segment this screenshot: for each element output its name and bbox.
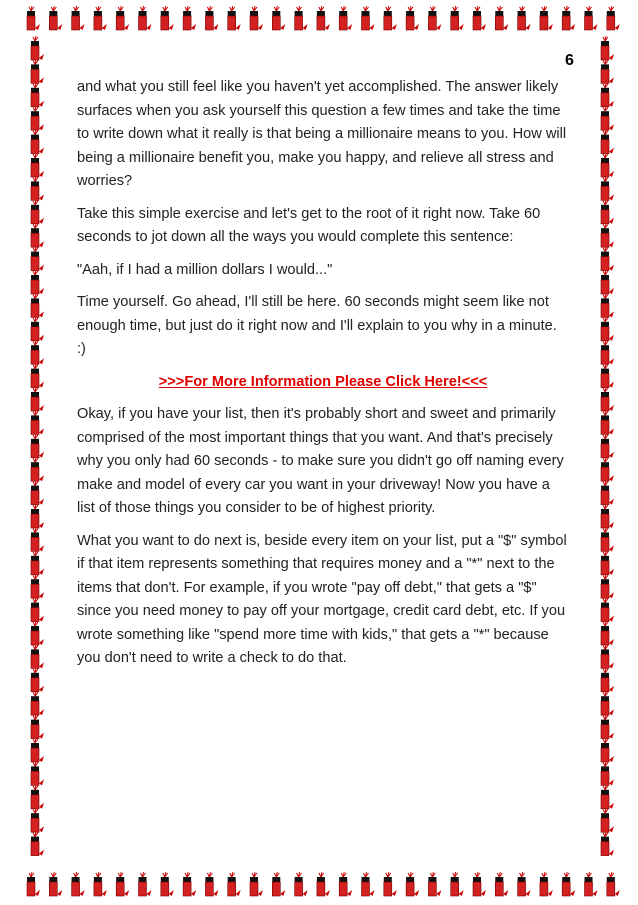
red-firecracker-icon — [601, 106, 614, 130]
red-firecracker-icon — [31, 761, 44, 785]
red-firecracker-icon — [601, 738, 614, 762]
paragraph-1: and what you still feel like you haven't yet accomplished. The answer likely surfaces when you ask yourself this question a few times and take the time to write down what it really is that being a millionaire means to you. How will being a millionaire benefit you, make you happy, and relieve all stress and worries? — [77, 79, 567, 189]
red-firecracker-icon — [428, 872, 441, 896]
red-firecracker-icon — [451, 6, 464, 30]
red-firecracker-icon — [601, 364, 614, 388]
red-firecracker-icon — [601, 644, 614, 668]
red-firecracker-icon — [339, 6, 352, 30]
red-firecracker-icon — [607, 6, 620, 30]
red-firecracker-icon — [601, 551, 614, 575]
red-firecracker-icon — [601, 715, 614, 739]
red-firecracker-icon — [362, 872, 375, 896]
red-firecracker-icon — [601, 481, 614, 505]
red-firecracker-icon — [495, 872, 508, 896]
red-firecracker-icon — [601, 832, 614, 856]
red-firecracker-icon — [317, 872, 330, 896]
red-firecracker-icon — [31, 106, 44, 130]
red-firecracker-icon — [601, 598, 614, 622]
red-firecracker-icon — [384, 872, 397, 896]
red-firecracker-icon — [562, 6, 575, 30]
red-firecracker-icon — [72, 872, 85, 896]
red-firecracker-icon — [250, 872, 263, 896]
red-firecracker-icon — [601, 200, 614, 224]
red-firecracker-icon — [362, 6, 375, 30]
red-firecracker-icon — [27, 6, 40, 30]
red-firecracker-icon — [31, 83, 44, 107]
page-number: 6 — [565, 52, 574, 69]
red-firecracker-icon — [31, 691, 44, 715]
red-firecracker-icon — [31, 59, 44, 83]
paragraph-6: What you want to do next is, beside every item on your list, put a "$" symbol if that item represents something that requires money and a "*" next to the items that don't. For example, if you wrote "pay off debt," that gets a "$" since you need money to pay off your mortgage, credit card debt, etc. If you wrote something like "spend more time with kids," that gets a "*" because you don't need to write a check to do that. — [77, 532, 567, 666]
red-firecracker-icon — [205, 872, 218, 896]
red-firecracker-icon — [601, 176, 614, 200]
red-firecracker-icon — [495, 6, 508, 30]
red-firecracker-icon — [601, 668, 614, 692]
red-firecracker-icon — [601, 340, 614, 364]
paragraph-2: Take this simple exercise and let's get to the root of it right now. Take 60 seconds to jot down all the ways you would complete this sentence: — [77, 205, 541, 245]
red-firecracker-icon — [295, 872, 308, 896]
red-firecracker-icon — [31, 317, 44, 341]
red-firecracker-icon — [94, 872, 107, 896]
red-firecracker-icon — [601, 247, 614, 271]
red-firecracker-icon — [601, 434, 614, 458]
red-firecracker-icon — [601, 691, 614, 715]
red-firecracker-icon — [406, 6, 419, 30]
border-right — [588, 34, 622, 866]
red-firecracker-icon — [473, 6, 486, 30]
red-firecracker-icon — [31, 176, 44, 200]
border-top — [0, 0, 638, 34]
link-line — [77, 371, 569, 395]
red-firecracker-icon — [601, 527, 614, 551]
red-firecracker-icon — [49, 6, 62, 30]
red-firecracker-icon — [31, 504, 44, 528]
red-firecracker-icon — [317, 6, 330, 30]
red-firecracker-icon — [161, 6, 174, 30]
red-firecracker-icon — [562, 872, 575, 896]
red-firecracker-icon — [31, 598, 44, 622]
paragraph-4: Time yourself. Go ahead, I'll still be here. 60 seconds might seem like not enough time, but just do it right now and I'll explain to you why in a minute. :) — [77, 294, 557, 357]
red-firecracker-icon — [601, 785, 614, 809]
red-firecracker-icon — [473, 872, 486, 896]
red-firecracker-icon — [31, 832, 44, 856]
red-firecracker-icon — [406, 872, 419, 896]
red-firecracker-icon — [585, 872, 598, 896]
red-firecracker-icon — [601, 270, 614, 294]
red-firecracker-icon — [183, 872, 196, 896]
red-firecracker-icon — [601, 130, 614, 154]
red-firecracker-icon — [183, 6, 196, 30]
red-firecracker-icon — [31, 340, 44, 364]
red-firecracker-icon — [228, 6, 241, 30]
red-firecracker-icon — [540, 872, 553, 896]
paragraph-3: "Aah, if I had a million dollars I would..." — [77, 261, 333, 278]
red-firecracker-icon — [31, 668, 44, 692]
red-firecracker-icon — [31, 715, 44, 739]
red-firecracker-icon — [601, 504, 614, 528]
red-firecracker-icon — [601, 574, 614, 598]
red-firecracker-icon — [31, 551, 44, 575]
red-firecracker-icon — [601, 317, 614, 341]
red-firecracker-icon — [31, 247, 44, 271]
red-firecracker-icon — [585, 6, 598, 30]
document-body — [77, 76, 569, 680]
red-firecracker-icon — [601, 293, 614, 317]
red-firecracker-icon — [272, 872, 285, 896]
red-firecracker-icon — [607, 872, 620, 896]
red-firecracker-icon — [139, 6, 152, 30]
red-firecracker-icon — [601, 457, 614, 481]
red-firecracker-icon — [31, 481, 44, 505]
red-firecracker-icon — [518, 6, 531, 30]
red-firecracker-icon — [451, 872, 464, 896]
red-firecracker-icon — [31, 36, 44, 60]
red-firecracker-icon — [31, 434, 44, 458]
red-firecracker-icon — [601, 59, 614, 83]
red-firecracker-icon — [601, 621, 614, 645]
red-firecracker-icon — [339, 872, 352, 896]
red-firecracker-icon — [72, 6, 85, 30]
red-firecracker-icon — [250, 6, 263, 30]
red-firecracker-icon — [31, 785, 44, 809]
border-left — [18, 34, 52, 866]
red-firecracker-icon — [601, 387, 614, 411]
red-firecracker-icon — [205, 6, 218, 30]
red-firecracker-icon — [31, 387, 44, 411]
red-firecracker-icon — [31, 738, 44, 762]
red-firecracker-icon — [601, 36, 614, 60]
red-firecracker-icon — [31, 527, 44, 551]
firecracker-border — [588, 34, 622, 866]
firecracker-border — [18, 34, 52, 866]
red-firecracker-icon — [31, 130, 44, 154]
red-firecracker-icon — [31, 410, 44, 434]
border-bottom — [0, 866, 638, 900]
red-firecracker-icon — [31, 200, 44, 224]
red-firecracker-icon — [518, 872, 531, 896]
red-firecracker-icon — [295, 6, 308, 30]
red-firecracker-icon — [49, 872, 62, 896]
more-info-link[interactable]: >>>For More Information Please Click Here!<<< — [158, 373, 488, 390]
red-firecracker-icon — [601, 410, 614, 434]
red-firecracker-icon — [116, 872, 129, 896]
red-firecracker-icon — [31, 574, 44, 598]
red-firecracker-icon — [228, 872, 241, 896]
red-firecracker-icon — [31, 457, 44, 481]
red-firecracker-icon — [601, 83, 614, 107]
red-firecracker-icon — [31, 223, 44, 247]
red-firecracker-icon — [601, 808, 614, 832]
firecracker-border — [0, 866, 638, 900]
red-firecracker-icon — [384, 6, 397, 30]
red-firecracker-icon — [601, 153, 614, 177]
red-firecracker-icon — [161, 872, 174, 896]
red-firecracker-icon — [31, 153, 44, 177]
red-firecracker-icon — [31, 270, 44, 294]
paragraph-5: Okay, if you have your list, then it's probably short and sweet and primarily comprised of the most important things that you want. And that's precisely why you only had 60 seconds - to make sure you didn't go off naming every make and model of every car you want in your driveway! Now you have a list of those things you consider to be of highest priority. — [77, 406, 564, 516]
red-firecracker-icon — [139, 872, 152, 896]
red-firecracker-icon — [31, 621, 44, 645]
red-firecracker-icon — [428, 6, 441, 30]
red-firecracker-icon — [601, 223, 614, 247]
red-firecracker-icon — [31, 364, 44, 388]
red-firecracker-icon — [31, 293, 44, 317]
red-firecracker-icon — [601, 761, 614, 785]
red-firecracker-icon — [94, 6, 107, 30]
red-firecracker-icon — [540, 6, 553, 30]
red-firecracker-icon — [27, 872, 40, 896]
firecracker-border — [0, 0, 638, 34]
red-firecracker-icon — [31, 808, 44, 832]
red-firecracker-icon — [272, 6, 285, 30]
red-firecracker-icon — [116, 6, 129, 30]
red-firecracker-icon — [31, 644, 44, 668]
